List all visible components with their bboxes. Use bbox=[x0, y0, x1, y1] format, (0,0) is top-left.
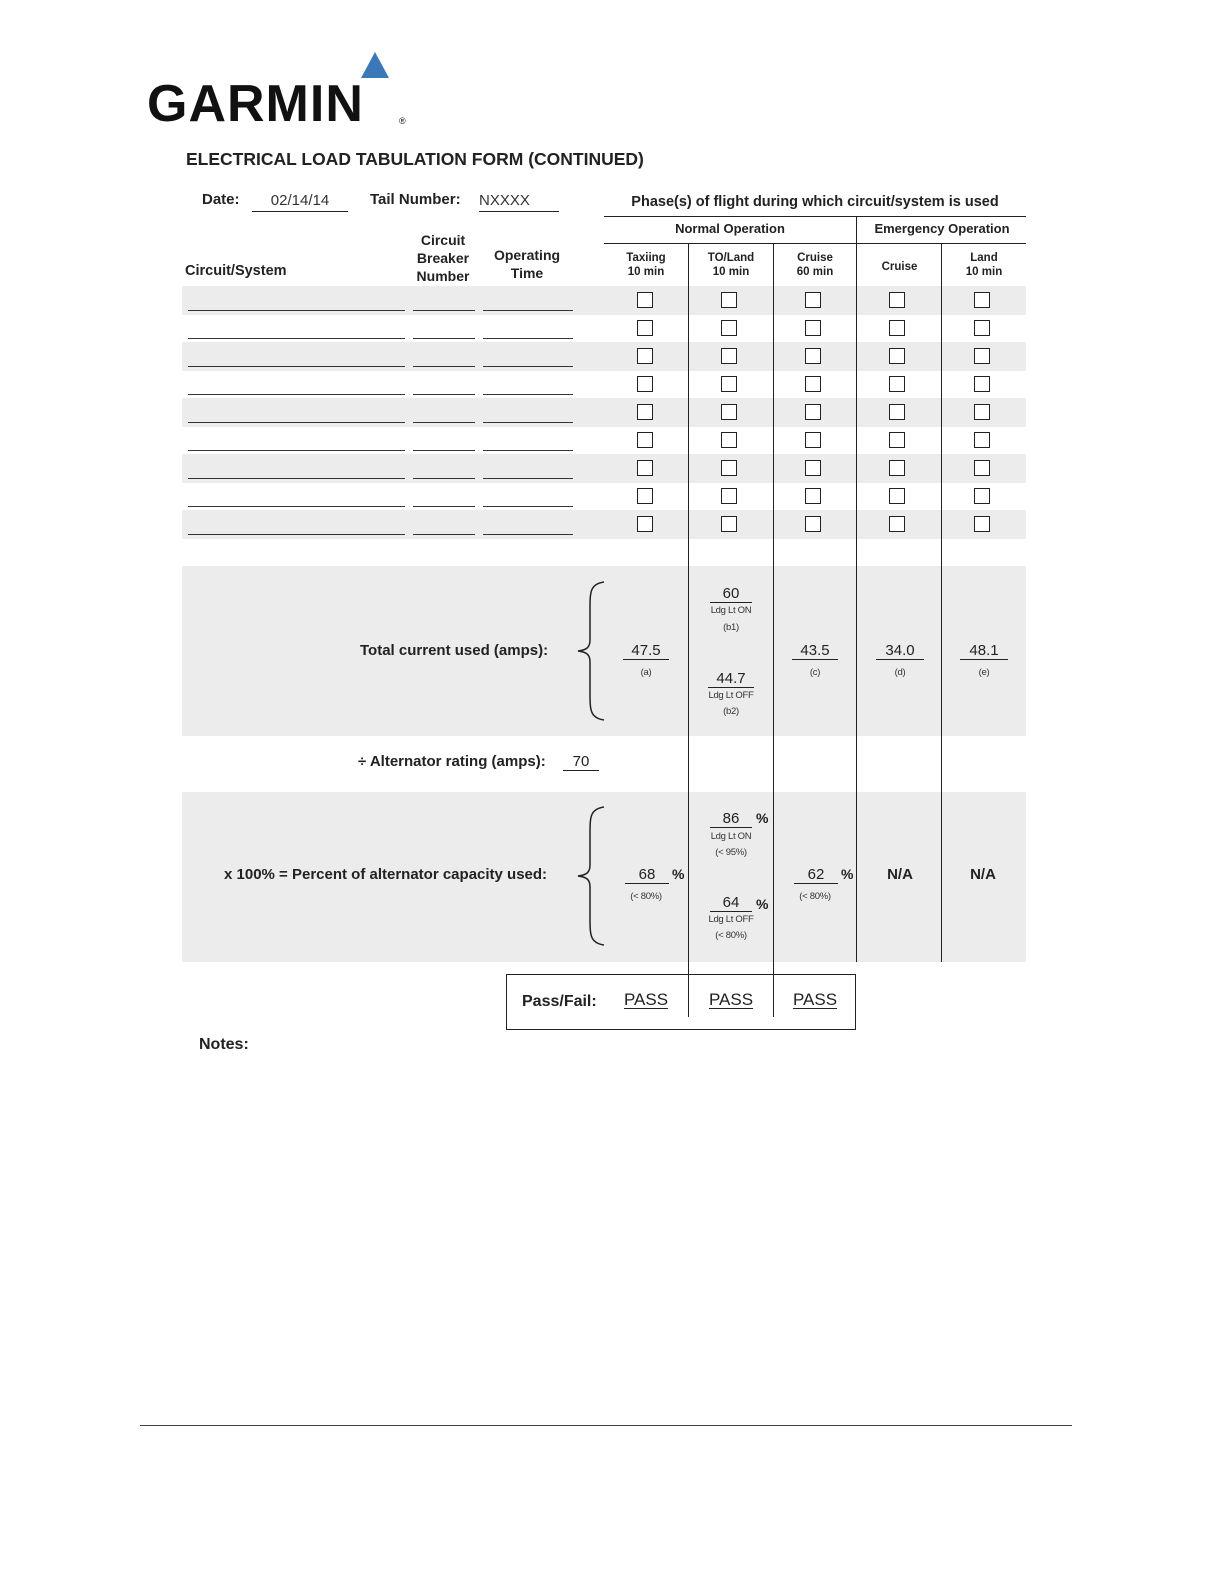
percent-taxi-limit: (< 80%) bbox=[630, 891, 662, 902]
circuit-system-line[interactable] bbox=[188, 338, 405, 339]
percent-land-value: N/A bbox=[970, 866, 996, 883]
checkbox-emergency-cruise[interactable] bbox=[889, 488, 905, 504]
operating-time-line[interactable] bbox=[483, 422, 573, 423]
checkbox-to-land[interactable] bbox=[721, 516, 737, 532]
breaker-number-line[interactable] bbox=[413, 534, 475, 535]
col-divider-normal-emergency bbox=[856, 244, 857, 962]
total-land-tag: (e) bbox=[978, 667, 990, 678]
totals-brace-icon bbox=[574, 580, 606, 722]
checkbox-cruise[interactable] bbox=[805, 460, 821, 476]
logo-wordmark: GARMIN bbox=[147, 75, 364, 133]
checkbox-taxiing[interactable] bbox=[637, 320, 653, 336]
checkbox-emergency-cruise[interactable] bbox=[889, 376, 905, 392]
checkbox-land[interactable] bbox=[974, 460, 990, 476]
percent-taxi-sign: % bbox=[672, 866, 685, 882]
form-title: ELECTRICAL LOAD TABULATION FORM (CONTINUED) bbox=[186, 149, 644, 169]
checkbox-land[interactable] bbox=[974, 320, 990, 336]
breaker-number-line[interactable] bbox=[413, 450, 475, 451]
breaker-number-line[interactable] bbox=[413, 422, 475, 423]
total-land-value: 48.1 bbox=[960, 642, 1008, 660]
col-taxi-line1: Taxiing bbox=[626, 252, 666, 264]
tail-number-field[interactable]: NXXXX bbox=[479, 192, 559, 212]
checkbox-to-land[interactable] bbox=[721, 376, 737, 392]
col-land-line2: 10 min bbox=[965, 266, 1003, 278]
operating-time-line[interactable] bbox=[483, 534, 573, 535]
percent-cruise-limit: (< 80%) bbox=[799, 891, 831, 902]
circuit-system-line[interactable] bbox=[188, 366, 405, 367]
checkbox-land[interactable] bbox=[974, 488, 990, 504]
checkbox-to-land[interactable] bbox=[721, 432, 737, 448]
percent-toland-off-sign: % bbox=[756, 896, 769, 912]
total-toland-on-note: Ldg Lt ON bbox=[710, 605, 752, 616]
breaker-number-line[interactable] bbox=[413, 506, 475, 507]
pass-taxi: PASS bbox=[623, 990, 669, 1009]
phase-header: Phase(s) of flight during which circuit/system is used bbox=[631, 194, 999, 210]
total-cruise-value: 43.5 bbox=[792, 642, 838, 660]
checkbox-taxiing[interactable] bbox=[637, 292, 653, 308]
checkbox-to-land[interactable] bbox=[721, 488, 737, 504]
percent-toland-off-value: 64 bbox=[710, 894, 752, 912]
checkbox-land[interactable] bbox=[974, 348, 990, 364]
group-divider bbox=[856, 217, 857, 243]
breaker-number-line[interactable] bbox=[413, 478, 475, 479]
col-circuit-system: Circuit/System bbox=[185, 263, 287, 279]
footer-rule bbox=[140, 1425, 1072, 1426]
checkbox-land[interactable] bbox=[974, 516, 990, 532]
total-toland-on-tag: (b1) bbox=[723, 622, 739, 633]
col-ot-line2: Time bbox=[510, 265, 544, 281]
percent-toland-on-value: 86 bbox=[710, 810, 752, 828]
phase-header-rule bbox=[604, 216, 1026, 217]
col-taxi-line2: 10 min bbox=[627, 266, 665, 278]
date-label: Date: bbox=[202, 191, 240, 208]
checkbox-taxiing[interactable] bbox=[637, 488, 653, 504]
checkbox-cruise[interactable] bbox=[805, 376, 821, 392]
checkbox-emergency-cruise[interactable] bbox=[889, 348, 905, 364]
percent-cruise-sign: % bbox=[841, 866, 854, 882]
col-cb-line2: Breaker bbox=[416, 250, 470, 266]
operating-time-line[interactable] bbox=[483, 366, 573, 367]
checkbox-emergency-cruise[interactable] bbox=[889, 460, 905, 476]
col-cruise-line2: 60 min bbox=[796, 266, 834, 278]
checkbox-to-land[interactable] bbox=[721, 460, 737, 476]
breaker-number-line[interactable] bbox=[413, 338, 475, 339]
tail-number-label: Tail Number: bbox=[370, 191, 461, 208]
circuit-system-line[interactable] bbox=[188, 394, 405, 395]
col-cruise bbox=[773, 251, 857, 279]
checkbox-to-land[interactable] bbox=[721, 292, 737, 308]
pass-fail-label: Pass/Fail: bbox=[522, 993, 597, 1010]
operating-time-line[interactable] bbox=[483, 338, 573, 339]
percent-toland-on-sign: % bbox=[756, 810, 769, 826]
checkbox-emergency-cruise[interactable] bbox=[889, 432, 905, 448]
breaker-number-line[interactable] bbox=[413, 310, 475, 311]
percent-capacity-label: x 100% = Percent of alternator capacity used: bbox=[224, 866, 548, 883]
checkbox-land[interactable] bbox=[974, 376, 990, 392]
col-circuit-breaker-number bbox=[405, 231, 481, 285]
checkbox-land[interactable] bbox=[974, 432, 990, 448]
checkbox-to-land[interactable] bbox=[721, 320, 737, 336]
col-divider-cruise-land bbox=[941, 244, 942, 962]
checkbox-cruise[interactable] bbox=[805, 292, 821, 308]
checkbox-cruise[interactable] bbox=[805, 432, 821, 448]
breaker-number-line[interactable] bbox=[413, 394, 475, 395]
col-operating-time bbox=[482, 246, 572, 282]
checkbox-emergency-cruise[interactable] bbox=[889, 516, 905, 532]
col-divider-taxi-toland bbox=[688, 244, 689, 1017]
garmin-logo bbox=[147, 52, 409, 133]
percent-cruise-value: 62 bbox=[794, 866, 838, 884]
registered-mark: ® bbox=[399, 116, 406, 126]
col-to-land bbox=[689, 251, 773, 279]
percent-toland-off-limit: (< 80%) bbox=[715, 930, 747, 941]
col-emergency-cruise: Cruise bbox=[881, 261, 918, 273]
total-taxi-tag: (a) bbox=[640, 667, 652, 678]
checkbox-cruise[interactable] bbox=[805, 320, 821, 336]
checkbox-to-land[interactable] bbox=[721, 348, 737, 364]
total-emergency-cruise-tag: (d) bbox=[894, 667, 906, 678]
col-toland-line1: TO/Land bbox=[707, 252, 755, 264]
percent-emergency-cruise-value: N/A bbox=[887, 866, 913, 883]
col-taxiing bbox=[604, 251, 688, 279]
normal-operation-header: Normal Operation bbox=[675, 221, 785, 236]
checkbox-taxiing[interactable] bbox=[637, 460, 653, 476]
pass-toland: PASS bbox=[708, 990, 754, 1009]
total-toland-off-tag: (b2) bbox=[723, 706, 739, 717]
operating-time-line[interactable] bbox=[483, 506, 573, 507]
percent-taxi-value: 68 bbox=[625, 866, 669, 884]
col-land bbox=[942, 251, 1026, 279]
circuit-system-line[interactable] bbox=[188, 534, 405, 535]
total-taxi-value: 47.5 bbox=[623, 642, 669, 660]
checkbox-cruise[interactable] bbox=[805, 348, 821, 364]
pass-cruise: PASS bbox=[792, 990, 838, 1009]
operating-time-line[interactable] bbox=[483, 450, 573, 451]
col-divider-toland-cruise bbox=[773, 244, 774, 1017]
group-header-rule bbox=[604, 243, 1026, 244]
checkbox-taxiing[interactable] bbox=[637, 376, 653, 392]
operating-time-line[interactable] bbox=[483, 394, 573, 395]
alternator-rating-label: ÷ Alternator rating (amps): bbox=[358, 753, 546, 770]
breaker-number-line[interactable] bbox=[413, 366, 475, 367]
col-cruise-line1: Cruise bbox=[797, 252, 833, 264]
percent-toland-off-note: Ldg Lt OFF bbox=[708, 914, 754, 925]
checkbox-emergency-cruise[interactable] bbox=[889, 404, 905, 420]
col-toland-line2: 10 min bbox=[712, 266, 750, 278]
checkbox-taxiing[interactable] bbox=[637, 404, 653, 420]
operating-time-line[interactable] bbox=[483, 310, 573, 311]
circuit-system-line[interactable] bbox=[188, 506, 405, 507]
circuit-system-line[interactable] bbox=[188, 450, 405, 451]
checkbox-taxiing[interactable] bbox=[637, 516, 653, 532]
total-toland-off-value: 44.7 bbox=[708, 670, 754, 688]
percent-brace-icon bbox=[574, 805, 606, 947]
circuit-system-line[interactable] bbox=[188, 422, 405, 423]
total-current-label: Total current used (amps): bbox=[360, 642, 549, 659]
circuit-system-line[interactable] bbox=[188, 478, 405, 479]
checkbox-land[interactable] bbox=[974, 292, 990, 308]
pass-divider-2 bbox=[773, 975, 774, 1017]
date-field[interactable]: 02/14/14 bbox=[252, 192, 348, 212]
percent-toland-on-note: Ldg Lt ON bbox=[710, 831, 752, 842]
checkbox-emergency-cruise[interactable] bbox=[889, 320, 905, 336]
col-land-line1: Land bbox=[970, 252, 998, 264]
emergency-operation-header: Emergency Operation bbox=[874, 221, 1010, 236]
circuit-system-line[interactable] bbox=[188, 310, 405, 311]
total-toland-off-note: Ldg Lt OFF bbox=[708, 690, 754, 701]
alternator-rating-value: 70 bbox=[563, 753, 599, 771]
checkbox-taxiing[interactable] bbox=[637, 348, 653, 364]
col-ot-line1: Operating bbox=[493, 247, 561, 263]
col-cb-line1: Circuit bbox=[420, 232, 466, 248]
checkbox-taxiing[interactable] bbox=[637, 432, 653, 448]
checkbox-to-land[interactable] bbox=[721, 404, 737, 420]
total-toland-on-value: 60 bbox=[710, 585, 752, 603]
logo-triangle-icon bbox=[361, 52, 389, 78]
checkbox-emergency-cruise[interactable] bbox=[889, 292, 905, 308]
checkbox-land[interactable] bbox=[974, 404, 990, 420]
total-emergency-cruise-value: 34.0 bbox=[876, 642, 924, 660]
checkbox-cruise[interactable] bbox=[805, 516, 821, 532]
notes-label: Notes: bbox=[199, 1036, 249, 1053]
total-cruise-tag: (c) bbox=[809, 667, 821, 678]
col-cb-line3: Number bbox=[416, 268, 470, 284]
checkbox-cruise[interactable] bbox=[805, 404, 821, 420]
pass-divider-1 bbox=[688, 975, 689, 1017]
checkbox-cruise[interactable] bbox=[805, 488, 821, 504]
operating-time-line[interactable] bbox=[483, 478, 573, 479]
percent-toland-on-limit: (< 95%) bbox=[715, 847, 747, 858]
